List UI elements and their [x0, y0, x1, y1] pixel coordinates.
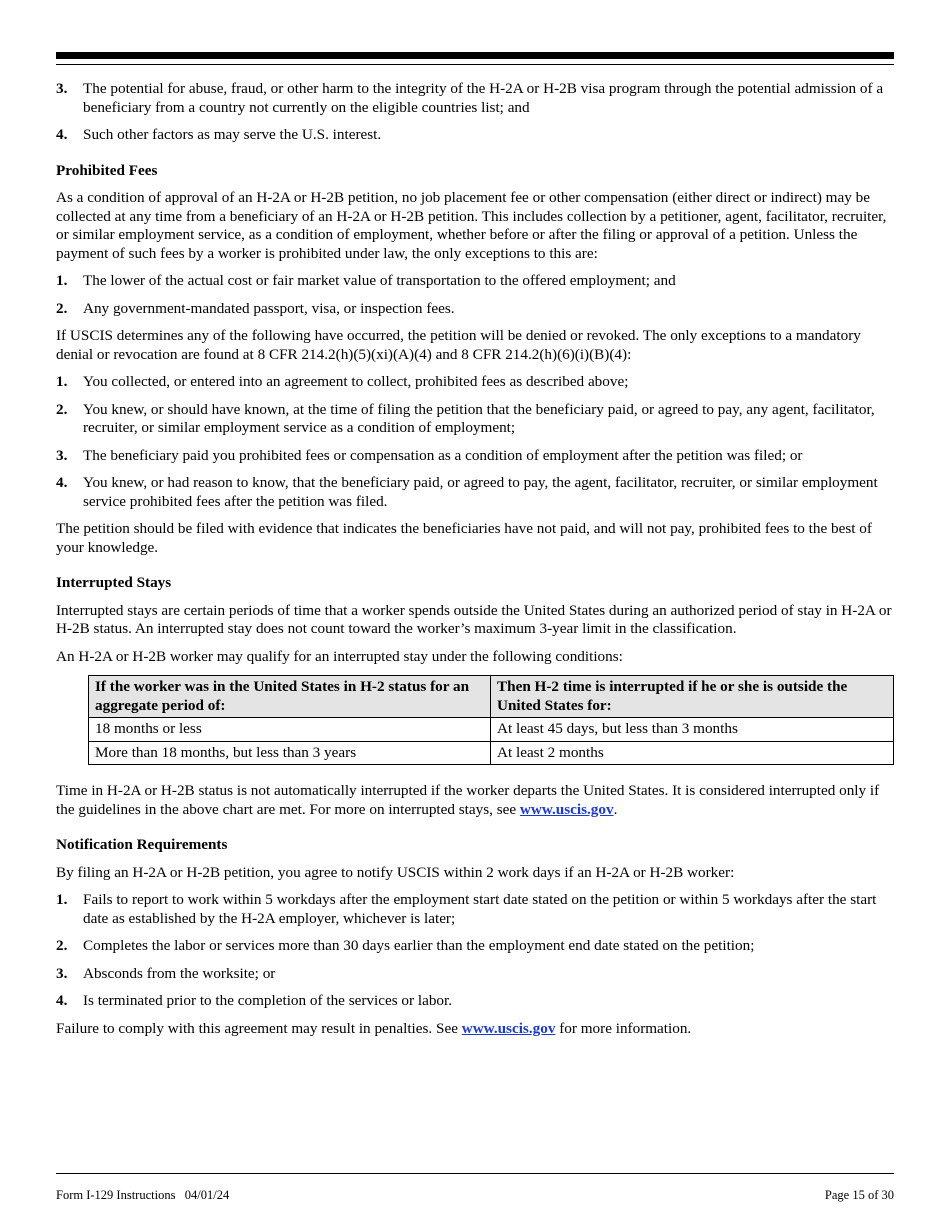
- paragraph-text: for more information.: [555, 1019, 692, 1037]
- interrupted-stays-table: [88, 675, 894, 765]
- table-header-cell: Then H-2 time is interrupted if he or she is outside the United States for:: [491, 676, 894, 718]
- list-text: Completes the labor or services more than 30 days earlier than the employment end date stated on the petition;: [83, 937, 755, 954]
- list-text: Such other factors as may serve the U.S. interest.: [83, 126, 382, 143]
- table-header-row: [89, 676, 894, 718]
- list-item: [56, 992, 894, 1011]
- list-number: 4.: [56, 992, 68, 1009]
- list-item: [56, 474, 894, 511]
- list-number: 2.: [56, 299, 68, 317]
- paragraph: If USCIS determines any of the following have occurred, the petition will be denied or revoked. The only exceptions to a mandatory denial or revocation are found at 8 CFR 214.2(h)(5)(xi)(A)(4) and 8 CFR 214.2(h)(6)(i)(B)(4):: [56, 327, 861, 363]
- list-text: Any government-mandated passport, visa, or inspection fees.: [83, 299, 455, 317]
- list-number: 2.: [56, 937, 68, 954]
- list-text: You knew, or should have known, at the time of filing the petition that the beneficiary paid, or agreed to pay, any agent, facilitator, recruiter, or similar employment service as a condition of employment;: [83, 400, 875, 436]
- paragraph: Interrupted stays are certain periods of time that a worker spends outside the United States during an authorized period of stay in H-2A or H-2B status. An interrupted stay does not count toward the worker’s maximum 3-year limit in the classification.: [56, 601, 892, 637]
- table-cell: At least 2 months: [491, 741, 894, 765]
- list-text: You collected, or entered into an agreement to collect, prohibited fees as described above;: [83, 373, 629, 390]
- list-item: [56, 272, 894, 291]
- section-heading-prohibited-fees: Prohibited Fees: [56, 161, 158, 179]
- footer-form-id: Form I-129 Instructions 04/01/24: [56, 1188, 230, 1202]
- uscis-link[interactable]: www.uscis.gov: [519, 800, 614, 818]
- paragraph: By filing an H-2A or H-2B petition, you agree to notify USCIS within 2 work days if an H-2A or H-2B worker:: [56, 863, 735, 881]
- table-cell: At least 45 days, but less than 3 months: [491, 718, 894, 742]
- list-number: 1.: [56, 272, 68, 289]
- list-item: [56, 891, 894, 928]
- list-text: The lower of the actual cost or fair market value of transportation to the offered employment; and: [83, 272, 676, 289]
- uscis-link[interactable]: www.uscis.gov: [461, 1019, 556, 1037]
- list-number: 1.: [56, 891, 68, 908]
- list-number: 2.: [56, 400, 68, 418]
- list-text: Fails to report to work within 5 workdays after the employment start date stated on the petition or within 5 workdays after the start date as established by the H-2A employer, whichever is later;: [83, 891, 877, 927]
- paragraph-text: .: [613, 800, 618, 818]
- paragraph-text: Time in H-2A or H-2B status is not automatically interrupted if the worker departs the United States. It is considered interrupted only if the guidelines in the above chart are met. For more on interrupted stays, see: [56, 782, 880, 818]
- paragraph: [56, 1020, 894, 1039]
- page-content: [56, 80, 894, 1047]
- section-heading-notification: Notification Requirements: [56, 836, 228, 853]
- list-item: [56, 80, 894, 117]
- list-number: 3.: [56, 964, 68, 982]
- list-text: The beneficiary paid you prohibited fees or compensation as a condition of employment after the petition was filed; or: [83, 446, 803, 464]
- section-heading-interrupted-stays: Interrupted Stays: [56, 574, 172, 591]
- paragraph: The petition should be filed with evidence that indicates the beneficiaries have not paid, and will not pay, prohibited fees to the best of your knowledge.: [56, 520, 872, 556]
- list-item: [56, 937, 894, 956]
- list-number: 3.: [56, 80, 68, 97]
- table-row: [89, 741, 894, 765]
- footer-rule: [56, 1173, 894, 1174]
- list-item: [56, 373, 894, 392]
- table-cell: 18 months or less: [89, 718, 491, 742]
- list-item: [56, 126, 894, 145]
- document-page: [56, 0, 894, 1230]
- list-text: The potential for abuse, fraud, or other harm to the integrity of the H-2A or H-2B visa program through the potential admission of a beneficiary from a country not currently on the eligible countries list; and: [83, 80, 884, 116]
- list-text: Is terminated prior to the completion of the services or labor.: [83, 992, 453, 1009]
- list-item: [56, 401, 894, 438]
- list-text: You knew, or had reason to know, that the beneficiary paid, or agreed to pay, the agent, facilitator, recruiter, or similar employment service prohibited fees after the petition was filed.: [83, 474, 878, 510]
- list-number: 4.: [56, 126, 68, 143]
- list-number: 3.: [56, 446, 68, 464]
- list-text: Absconds from the worksite; or: [83, 964, 276, 982]
- list-number: 1.: [56, 373, 68, 390]
- paragraph: As a condition of approval of an H-2A or H-2B petition, no job placement fee or other compensation (either direct or indirect) may be collected at any time from a beneficiary of an H-2A or H-2B petition. This includes collection by a petitioner, agent, facilitator, recruiter, or similar employment service, as a condition of employment, whether before or after the filing or approval of a petition. Unless the payment of such fees by a worker is prohibited under law, the only exceptions to this are:: [56, 189, 887, 262]
- footer-page-number: Page 15 of 30: [824, 1188, 894, 1202]
- table-cell: More than 18 months, but less than 3 years: [89, 741, 491, 765]
- paragraph-text: Failure to comply with this agreement may result in penalties. See: [56, 1019, 462, 1037]
- list-item: [56, 447, 894, 466]
- table-header-cell: If the worker was in the United States in H-2 status for an aggregate period of:: [89, 676, 491, 718]
- paragraph: [56, 782, 894, 819]
- list-item: [56, 965, 894, 984]
- table-row: [89, 718, 894, 742]
- header-rule-thin: [56, 64, 894, 65]
- list-item: [56, 300, 894, 319]
- paragraph: An H-2A or H-2B worker may qualify for an interrupted stay under the following conditions:: [56, 647, 623, 665]
- list-number: 4.: [56, 474, 68, 491]
- header-rule-thick: [56, 52, 894, 59]
